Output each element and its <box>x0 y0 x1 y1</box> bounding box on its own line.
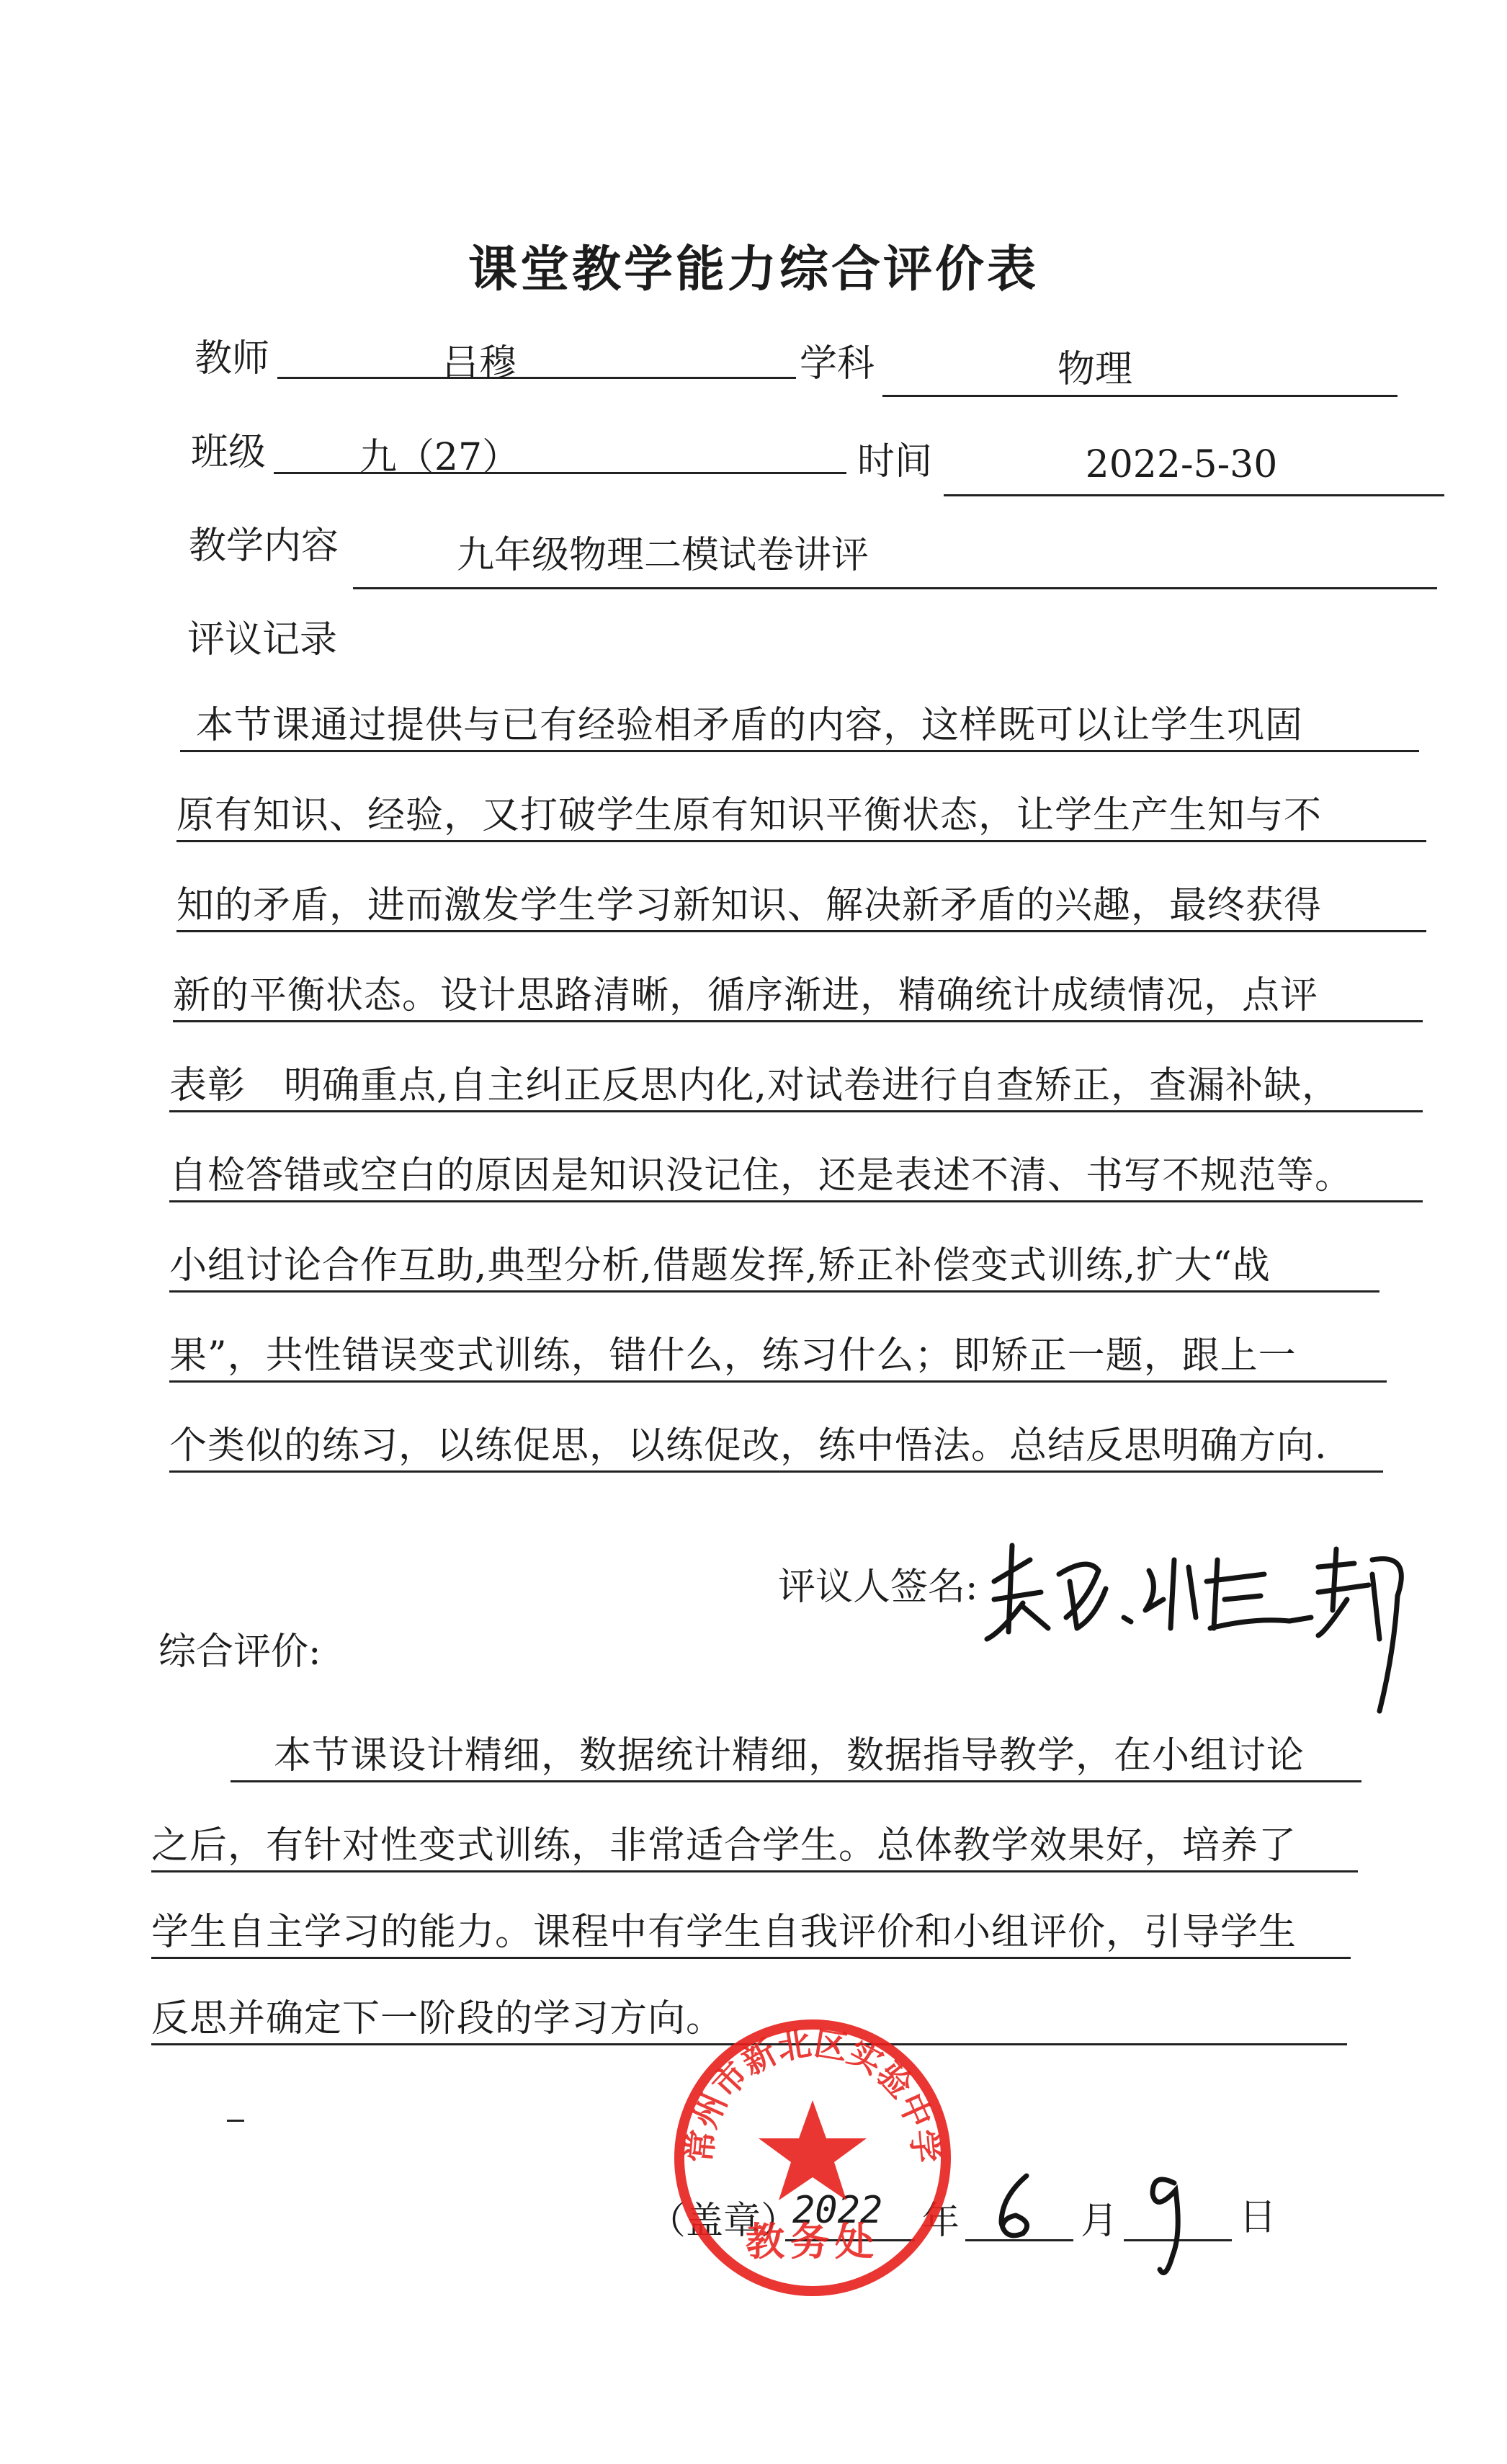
content-underline <box>353 587 1437 589</box>
evaluation-line: 之后，有针对性变式训练，非常适合学生。总体教学效果好，培养了 <box>151 1823 1358 1872</box>
subject-label: 学科 <box>800 342 875 385</box>
year-label: 年 <box>922 2200 960 2243</box>
signature-image <box>980 1531 1412 1718</box>
evaluation-line: 反思并确定下一阶段的学习方向。 <box>151 1996 1347 2045</box>
time-underline <box>944 494 1444 496</box>
official-seal <box>668 2014 957 2302</box>
day-label: 日 <box>1239 2196 1277 2239</box>
time-value: 2022-5-30 <box>1085 443 1278 486</box>
svg-text:教务处: 教务处 <box>746 2219 880 2264</box>
class-label: 班级 <box>191 431 267 474</box>
class-value: 九（27） <box>359 436 520 479</box>
review-line: 个类似的练习，以练促思，以练促改，练中悟法。总结反思明确方向. <box>169 1423 1383 1473</box>
evaluation-label: 综合评价: <box>158 1630 321 1674</box>
signer-label: 评议人签名: <box>778 1566 978 1609</box>
review-line: 自检答错或空白的原因是知识没记住，还是表述不清、书写不规范等。 <box>169 1153 1423 1202</box>
review-line: 果”，共性错误变式训练，错什么，练习什么；即矫正一题，跟上一 <box>169 1333 1387 1383</box>
content-label: 教学内容 <box>189 525 339 568</box>
day-handwritten <box>1131 2161 1196 2284</box>
form-title: 课堂教学能力综合评价表 <box>468 241 1039 298</box>
teacher-value: 吕穆 <box>441 342 517 385</box>
review-line: 知的矛盾，进而激发学生学习新知识、解决新矛盾的兴趣，最终获得 <box>176 883 1426 932</box>
year-value: 2022 <box>792 2189 883 2232</box>
subject-underline <box>882 395 1398 397</box>
svg-text:常州市新北区实验中学: 常州市新北区实验中学 <box>679 2023 946 2165</box>
evaluation-line: 学生自主学习的能力。课程中有学生自我评价和小组评价，引导学生 <box>151 1909 1351 1959</box>
month-label: 月 <box>1081 2200 1119 2243</box>
review-line: 原有知识、经验，又打破学生原有知识平衡状态，让学生产生知与不 <box>176 793 1426 842</box>
seal-label: （盖章） <box>648 2200 799 2243</box>
subject-value: 物理 <box>1057 348 1132 391</box>
time-label: 时间 <box>857 440 933 483</box>
month-handwritten <box>987 2169 1045 2248</box>
review-label: 评议记录 <box>187 618 338 661</box>
review-line: 本节课通过提供与已有经验相矛盾的内容，这样既可以让学生巩固 <box>180 702 1419 752</box>
stray-dash-mark <box>227 2120 244 2122</box>
content-value: 九年级物理二模试卷讲评 <box>456 534 869 577</box>
review-line: 小组讨论合作互助,典型分析,借题发挥,矫正补偿变式训练,扩大“战 <box>169 1243 1379 1293</box>
review-line: 新的平衡状态。设计思路清晰，循序渐进，精确统计成绩情况，点评 <box>173 973 1423 1022</box>
evaluation-line: 本节课设计精细，数据统计精细，数据指导教学，在小组讨论 <box>231 1733 1361 1782</box>
review-line: 表彰 明确重点,自主纠正反思内化,对试卷进行自查矫正，查漏补缺， <box>169 1063 1423 1112</box>
teacher-label: 教师 <box>194 337 270 380</box>
